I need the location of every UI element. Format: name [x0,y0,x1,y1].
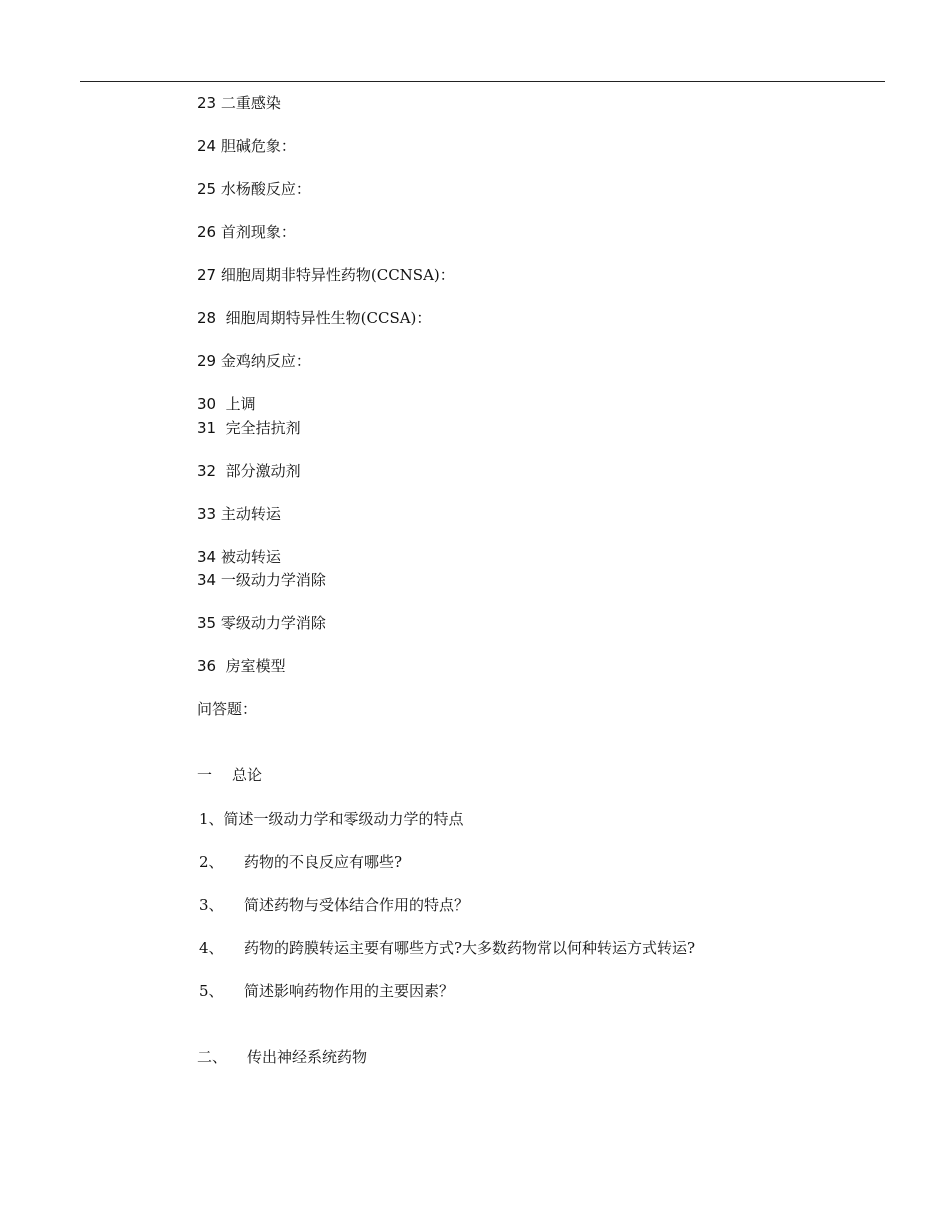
term-number: 35 [197,614,217,632]
term-text: 首剂现象： [220,223,296,241]
question-item [199,981,454,1001]
term-text: 细胞周期特异性生物(CCSA)： [225,309,432,327]
question-text: 药物的不良反应有哪些? [244,853,403,871]
term-item [197,461,301,481]
term-number: 32 [197,462,217,480]
term-number: 31 [197,419,217,437]
question-item [199,938,695,958]
term-item [197,547,281,567]
term-text: 二重感染 [220,94,281,112]
term-number: 23 [197,94,217,112]
term-text: 主动转运 [220,505,281,523]
qa-heading: 问答题： [197,700,258,718]
term-number: 30 [197,395,217,413]
question-number: 1、 [199,810,224,828]
term-number: 25 [197,180,217,198]
question-text: 简述药物与受体结合作用的特点？ [244,896,470,914]
term-item [197,222,296,242]
section-heading [197,1047,367,1067]
question-number: 2、 [199,853,224,871]
section-number: 二、 [197,1048,228,1066]
question-number: 3、 [199,896,224,914]
question-number: 4、 [199,939,224,957]
term-number: 24 [197,137,217,155]
header-rule [80,81,885,82]
term-item [197,179,311,199]
question-item [199,809,464,829]
term-item [197,656,286,676]
question-number: 5、 [199,982,224,1000]
section-title: 传出神经系统药物 [247,1048,368,1066]
term-text: 部分激动剂 [225,462,301,480]
question-item [199,852,402,872]
term-text: 细胞周期非特异性药物(CCNSA)： [220,266,455,284]
question-text: 简述影响药物作用的主要因素？ [244,982,455,1000]
term-number: 33 [197,505,217,523]
section-number: 一 [197,766,213,784]
term-number: 28 [197,309,217,327]
term-item [197,394,256,414]
term-item [197,613,326,633]
term-item [197,504,281,524]
term-number: 26 [197,223,217,241]
term-number: 34 [197,571,217,589]
term-text: 完全拮抗剂 [225,419,301,437]
question-item [199,895,469,915]
term-item [197,93,281,113]
term-item [197,351,311,371]
term-text: 房室模型 [225,657,286,675]
term-item [197,570,326,590]
term-number: 34 [197,548,217,566]
term-item [197,308,431,328]
term-text: 被动转运 [220,548,281,566]
term-text: 零级动力学消除 [220,614,326,632]
term-item [197,418,301,438]
term-item [197,136,296,156]
question-text: 药物的跨膜转运主要有哪些方式?大多数药物常以何种转运方式转运? [244,939,696,957]
term-item [197,265,455,285]
term-number: 36 [197,657,217,675]
term-text: 水杨酸反应： [220,180,311,198]
question-text: 简述一级动力学和零级动力学的特点 [223,810,464,828]
term-text: 一级动力学消除 [220,571,326,589]
term-number: 27 [197,266,217,284]
term-text: 上调 [225,395,256,413]
term-number: 29 [197,352,217,370]
section-heading [197,765,262,785]
term-text: 金鸡纳反应： [220,352,311,370]
section-title: 总论 [232,766,263,784]
term-text: 胆碱危象： [220,137,296,155]
